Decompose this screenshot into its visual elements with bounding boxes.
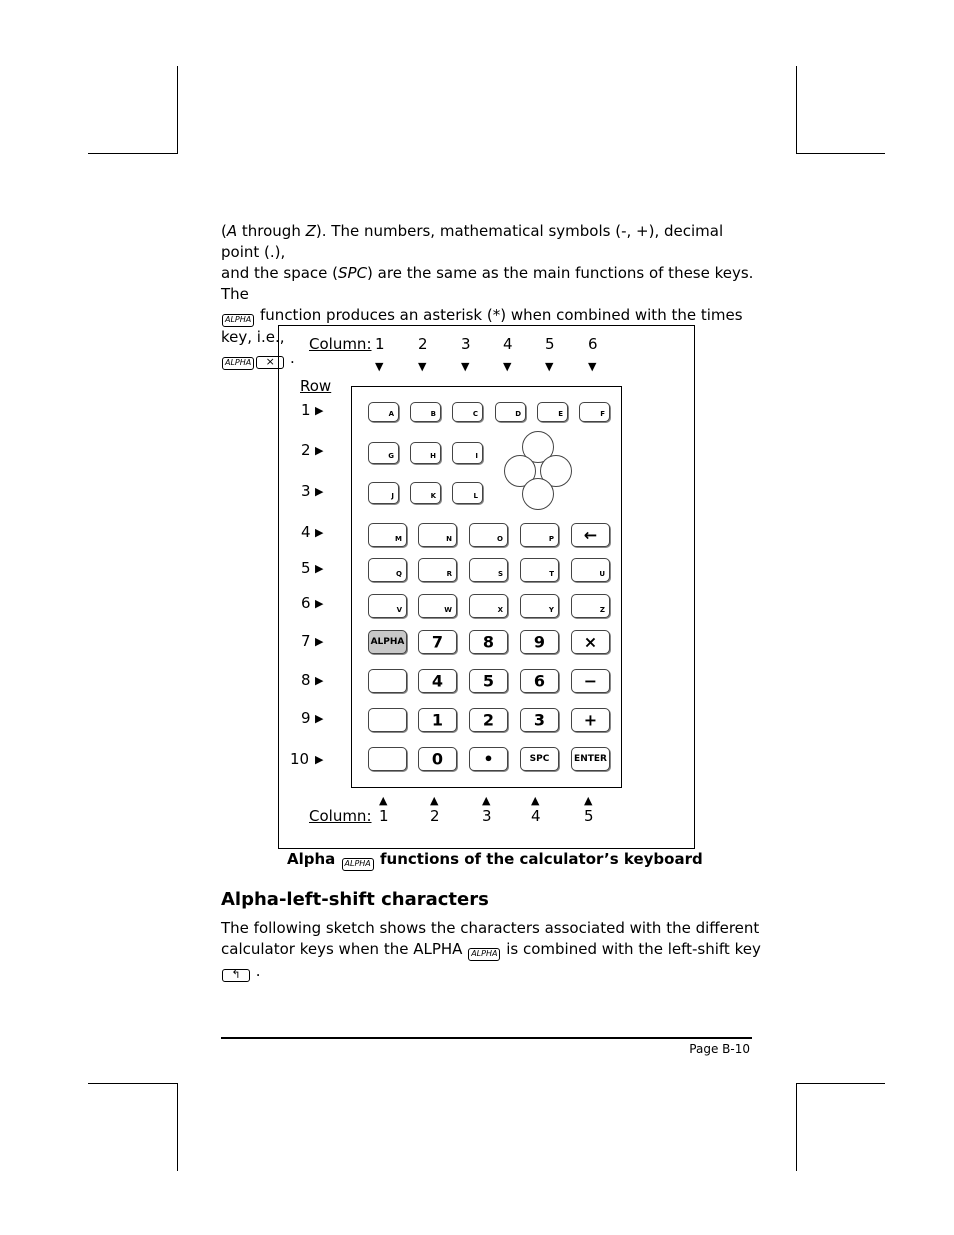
calculator-key[interactable] [410,442,441,464]
key-label: A [388,410,394,418]
calculator-key[interactable] [520,630,559,654]
calculator-key[interactable] [418,558,457,582]
calculator-key[interactable] [368,630,407,654]
down-arrow-icon: ▼ [461,360,470,373]
crop-mark [88,153,177,154]
right-arrow-icon: ▶ [315,674,324,687]
key-label: 2 [482,710,495,730]
calculator-key[interactable] [520,747,559,771]
column-label-top: Column: [309,335,372,353]
column-number: 2 [430,807,440,825]
column-label-bottom: Column: [309,807,372,825]
calculator-key[interactable] [469,708,508,732]
calculator-key[interactable] [520,669,559,693]
footer-rule [221,1037,752,1039]
row-number: 6 [301,594,311,612]
calculator-key[interactable] [368,442,399,464]
calculator-key[interactable] [537,402,568,422]
calculator-key[interactable] [571,558,610,582]
keyboard-figure [278,325,695,849]
key-label: T [549,570,554,578]
calculator-key[interactable] [418,708,457,732]
key-label: 6 [533,671,546,691]
key-label: D [515,410,521,418]
row-number: 10 [290,750,310,768]
calculator-key[interactable] [520,558,559,582]
key-label: R [446,570,452,578]
right-arrow-icon: ▶ [315,597,324,610]
times-key-icon: × [256,356,284,369]
key-label: J [391,492,394,500]
calculator-key[interactable] [571,630,610,654]
key-label: 3 [533,710,546,730]
key-label: × [583,632,598,652]
row-label: Row [300,377,332,395]
calculator-key[interactable] [410,482,441,504]
calculator-key[interactable] [495,402,526,422]
key-label: ENTER [574,754,607,764]
column-number: 5 [584,807,594,825]
calculator-key[interactable] [469,669,508,693]
key-label: Q [396,570,402,578]
key-label: Y [548,606,554,614]
crop-mark [796,153,885,154]
calculator-key[interactable] [579,402,610,422]
calculator-key[interactable] [368,523,407,547]
calculator-key[interactable] [368,708,407,732]
crop-mark [177,66,178,154]
key-label: L [473,492,478,500]
calculator-key[interactable] [571,708,610,732]
key-label: 0 [431,749,444,769]
section-paragraph [221,918,761,982]
calculator-key[interactable] [452,482,483,504]
figure-caption: Alpha ALPHA functions of the calculator’s keyboard [287,850,703,871]
key-label: V [396,606,402,614]
key-label: 7 [431,632,444,652]
calculator-key[interactable] [418,630,457,654]
column-number: 3 [482,807,492,825]
up-arrow-icon: ▲ [482,794,491,807]
key-label: C [472,410,478,418]
calculator-key[interactable] [469,594,508,618]
key-label: 9 [533,632,546,652]
key-label: 8 [482,632,495,652]
key-label: G [388,452,394,460]
key-label: M [395,535,402,543]
key-label: P [548,535,554,543]
section-line-1: The following sketch shows the characters associated with the different [221,919,760,937]
alpha-key-icon: ALPHA [468,948,500,961]
arrow-key[interactable] [522,478,554,510]
calculator-key[interactable] [368,402,399,422]
intro-line-2: and the space (SPC) are the same as the main functions of these keys. The [221,264,754,303]
down-arrow-icon: ▼ [418,360,427,373]
key-label: N [446,535,452,543]
row-number: 4 [301,523,311,541]
column-number: 1 [375,335,385,353]
calculator-key[interactable] [571,669,610,693]
intro-line-4: ALPHA × . [221,348,761,370]
key-label: ← [583,525,598,545]
row-number: 5 [301,559,311,577]
row-number: 8 [301,671,311,689]
calculator-key[interactable] [418,747,457,771]
key-label: E [558,410,563,418]
key-label: X [497,606,503,614]
up-arrow-icon: ▲ [584,794,593,807]
right-arrow-icon: ▶ [315,444,324,457]
key-label: SPC [529,754,550,764]
crop-mark [88,1083,177,1084]
crop-mark [796,1083,797,1171]
key-label: + [583,710,598,730]
key-label: B [430,410,436,418]
row-number: 2 [301,441,311,459]
right-arrow-icon: ▶ [315,404,324,417]
key-label: 1 [431,710,444,730]
calculator-key[interactable] [520,523,559,547]
key-label: 4 [431,671,444,691]
key-label: ALPHA [370,637,405,647]
calculator-key[interactable] [571,594,610,618]
calculator-key[interactable] [368,747,407,771]
down-arrow-icon: ▼ [375,360,384,373]
calculator-key[interactable] [452,442,483,464]
key-label: • [483,749,494,769]
column-number: 1 [379,807,389,825]
intro-line-1: (A through Z). The numbers, mathematical symbols (-, +), decimal point (.), [221,222,724,261]
key-label: Z [599,606,605,614]
key-label: I [475,452,478,460]
calculator-key[interactable] [469,523,508,547]
calculator-key[interactable] [469,558,508,582]
calculator-key[interactable] [410,402,441,422]
up-arrow-icon: ▲ [430,794,439,807]
down-arrow-icon: ▼ [503,360,512,373]
key-label: S [497,570,503,578]
up-arrow-icon: ▲ [531,794,540,807]
column-number: 6 [588,335,598,353]
key-label: O [497,535,503,543]
key-label: W [444,606,452,614]
calculator-key[interactable] [368,558,407,582]
right-arrow-icon: ▶ [315,635,324,648]
key-label: U [599,570,605,578]
keypad [351,386,622,788]
down-arrow-icon: ▼ [545,360,554,373]
calculator-key[interactable] [452,402,483,422]
key-label: F [600,410,605,418]
calculator-key[interactable] [469,630,508,654]
calculator-key[interactable] [368,594,407,618]
column-number: 2 [418,335,428,353]
right-arrow-icon: ▶ [315,526,324,539]
right-arrow-icon: ▶ [315,562,324,575]
calculator-key[interactable] [571,747,610,771]
calculator-key[interactable] [469,747,508,771]
key-label: H [430,452,436,460]
right-arrow-icon: ▶ [315,712,324,725]
row-number: 7 [301,632,311,650]
calculator-key[interactable] [418,523,457,547]
section-heading: Alpha-left-shift characters [221,889,489,910]
section-line-2: calculator keys when the ALPHA ALPHA is combined with the left-shift key ↰ . [221,940,761,981]
page-number: Page B-10 [689,1042,750,1056]
calculator-key[interactable] [520,708,559,732]
row-number: 1 [301,401,311,419]
calculator-key[interactable] [418,594,457,618]
column-number: 4 [503,335,513,353]
alpha-key-icon: ALPHA [222,314,254,327]
calculator-key[interactable] [520,594,559,618]
intro-line-3: ALPHA function produces an asterisk (*) when combined with the times key, i.e., [221,306,743,346]
calculator-key[interactable] [418,669,457,693]
column-number: 3 [461,335,471,353]
crop-mark [796,66,797,154]
calculator-key[interactable] [368,669,407,693]
key-label: K [430,492,436,500]
right-arrow-icon: ▶ [315,753,324,766]
column-number: 5 [545,335,555,353]
alpha-key-icon: ALPHA [342,858,374,871]
alpha-key-icon: ALPHA [222,357,254,370]
row-number: 3 [301,482,311,500]
left-shift-key-icon: ↰ [222,969,250,982]
right-arrow-icon: ▶ [315,485,324,498]
down-arrow-icon: ▼ [588,360,597,373]
key-label: − [583,671,598,691]
key-label: 5 [482,671,495,691]
crop-mark [796,1083,885,1084]
up-arrow-icon: ▲ [379,794,388,807]
row-number: 9 [301,709,311,727]
calculator-key[interactable] [368,482,399,504]
crop-mark [177,1083,178,1171]
calculator-key[interactable] [571,523,610,547]
column-number: 4 [531,807,541,825]
